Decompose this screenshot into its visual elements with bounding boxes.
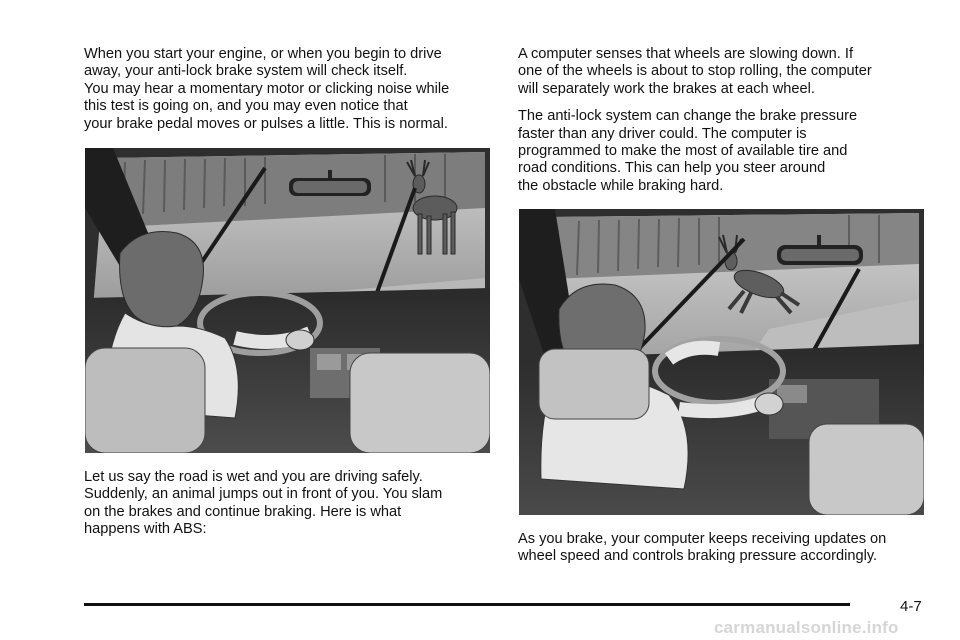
illustration-driver-deer-roadside	[85, 148, 490, 453]
left-column-lower	[84, 469, 492, 539]
scenario-paragraph: Let us say the road is wet and you are driving safely. Suddenly, an animal jumps out in front of you. You slam on the brakes and continue braking. Here is what happens with ABS:	[84, 469, 443, 538]
page-number: 4-7	[900, 598, 922, 615]
left-column	[84, 46, 492, 133]
right-column-lower	[518, 531, 928, 566]
illustration-2-drawing	[519, 209, 924, 515]
computer-paragraph: A computer senses that wheels are slowing down. If one of the wheels is about to stop rolling, the computer will separately work the brakes at each wheel.	[518, 46, 872, 97]
illustration-driver-deer-jumping	[519, 209, 924, 515]
right-column	[518, 46, 926, 195]
pressure-paragraph: The anti-lock system can change the brake pressure faster than any driver could. The computer is programmed to make the most of available tire and road conditions. This can help you steer around the obstacle while braking hard.	[518, 108, 858, 194]
illustration-1-drawing	[85, 148, 490, 453]
updates-paragraph: As you brake, your computer keeps receiving updates on wheel speed and controls braking pressure accordingly.	[518, 531, 887, 565]
watermark-text: carmanualsonline.info	[714, 618, 899, 637]
footer-rule	[84, 603, 850, 606]
intro-paragraph: When you start your engine, or when you begin to drive away, your anti-lock brake system will check itself. You may hear a momentary motor or clicking noise while this test is going on, and you may even notice that your brake pedal moves or pulses a little. This is normal.	[84, 46, 450, 132]
